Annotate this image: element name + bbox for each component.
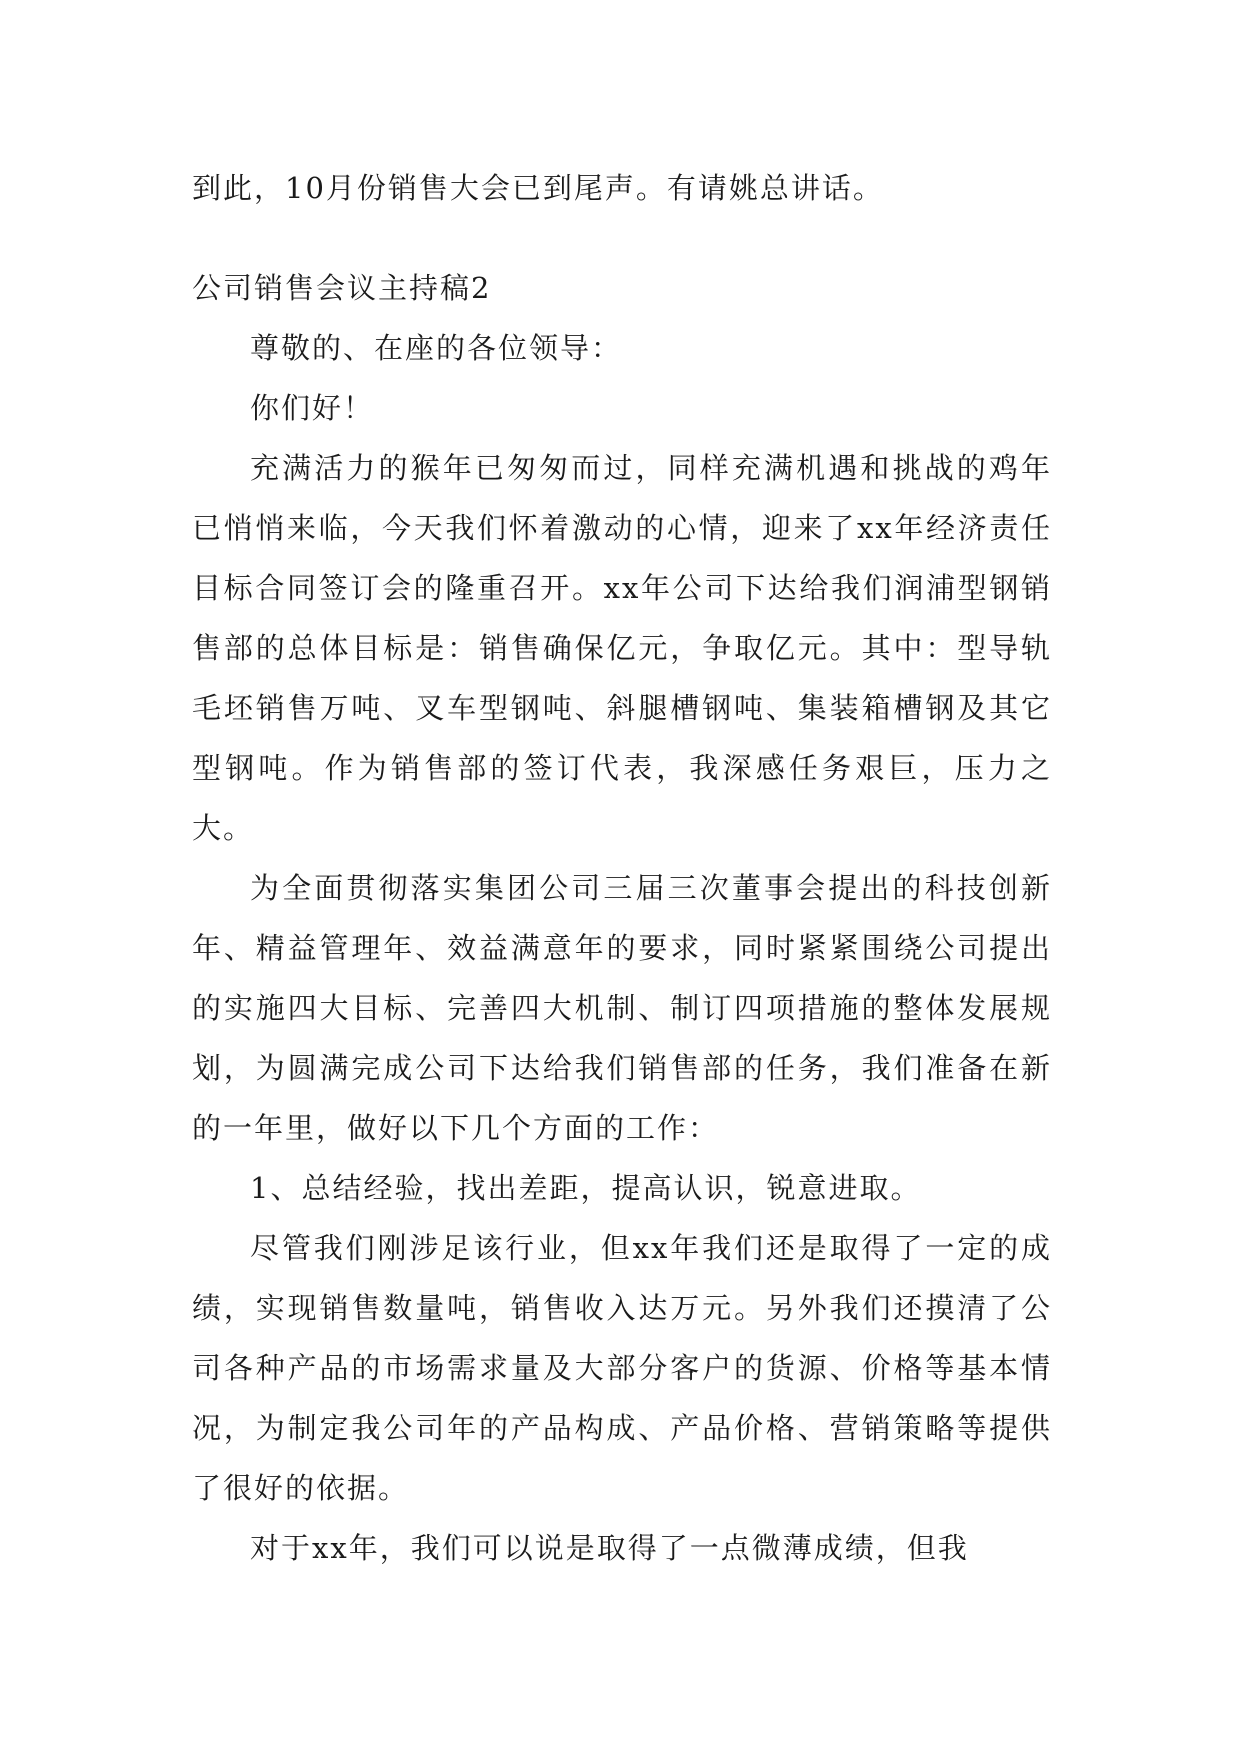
greeting: 你们好！ [250, 391, 375, 425]
paragraph-1: 充满活力的猴年已匆匆而过，同样充满机遇和挑战的鸡年已悄悄来临，今天我们怀着激动的心情，迎来了xx年经济责任目标合同签订会的隆重召开。xx年公司下达给我们润浦型钢销售部的总体目标是：销售确保亿元，争取亿元。其中：型导轨毛坯销售万吨、叉车型钢吨、斜腿槽钢吨、集装箱槽钢及其它型钢吨。作为销售部的签订代表，我深感任务艰巨，压力之大。 [192, 451, 1052, 845]
section-title: 公司销售会议主持稿2 [192, 271, 492, 305]
paragraph-2: 为全面贯彻落实集团公司三届三次董事会提出的科技创新年、精益管理年、效益满意年的要求，同时紧紧围绕公司提出的实施四大目标、完善四大机制、制订四项措施的整体发展规划，为圆满完成公司下达给我们销售部的任务，我们准备在新的一年里，做好以下几个方面的工作： [192, 871, 1052, 1145]
closing-line: 到此，10月份销售大会已到尾声。有请姚总讲话。 [192, 171, 884, 205]
paragraph-3: 尽管我们刚涉足该行业，但xx年我们还是取得了一定的成绩，实现销售数量吨，销售收入达万元。另外我们还摸清了公司各种产品的市场需求量及大部分客户的货源、价格等基本情况，为制定我公司年的产品构成、产品价格、营销策略等提供了很好的依据。 [192, 1231, 1052, 1505]
document-body [192, 158, 1052, 1578]
paragraph-4: 对于xx年，我们可以说是取得了一点微薄成绩，但我 [250, 1531, 969, 1565]
list-item-1: 1、总结经验，找出差距，提高认识，锐意进取。 [250, 1171, 922, 1205]
salutation: 尊敬的、在座的各位领导： [250, 331, 623, 365]
